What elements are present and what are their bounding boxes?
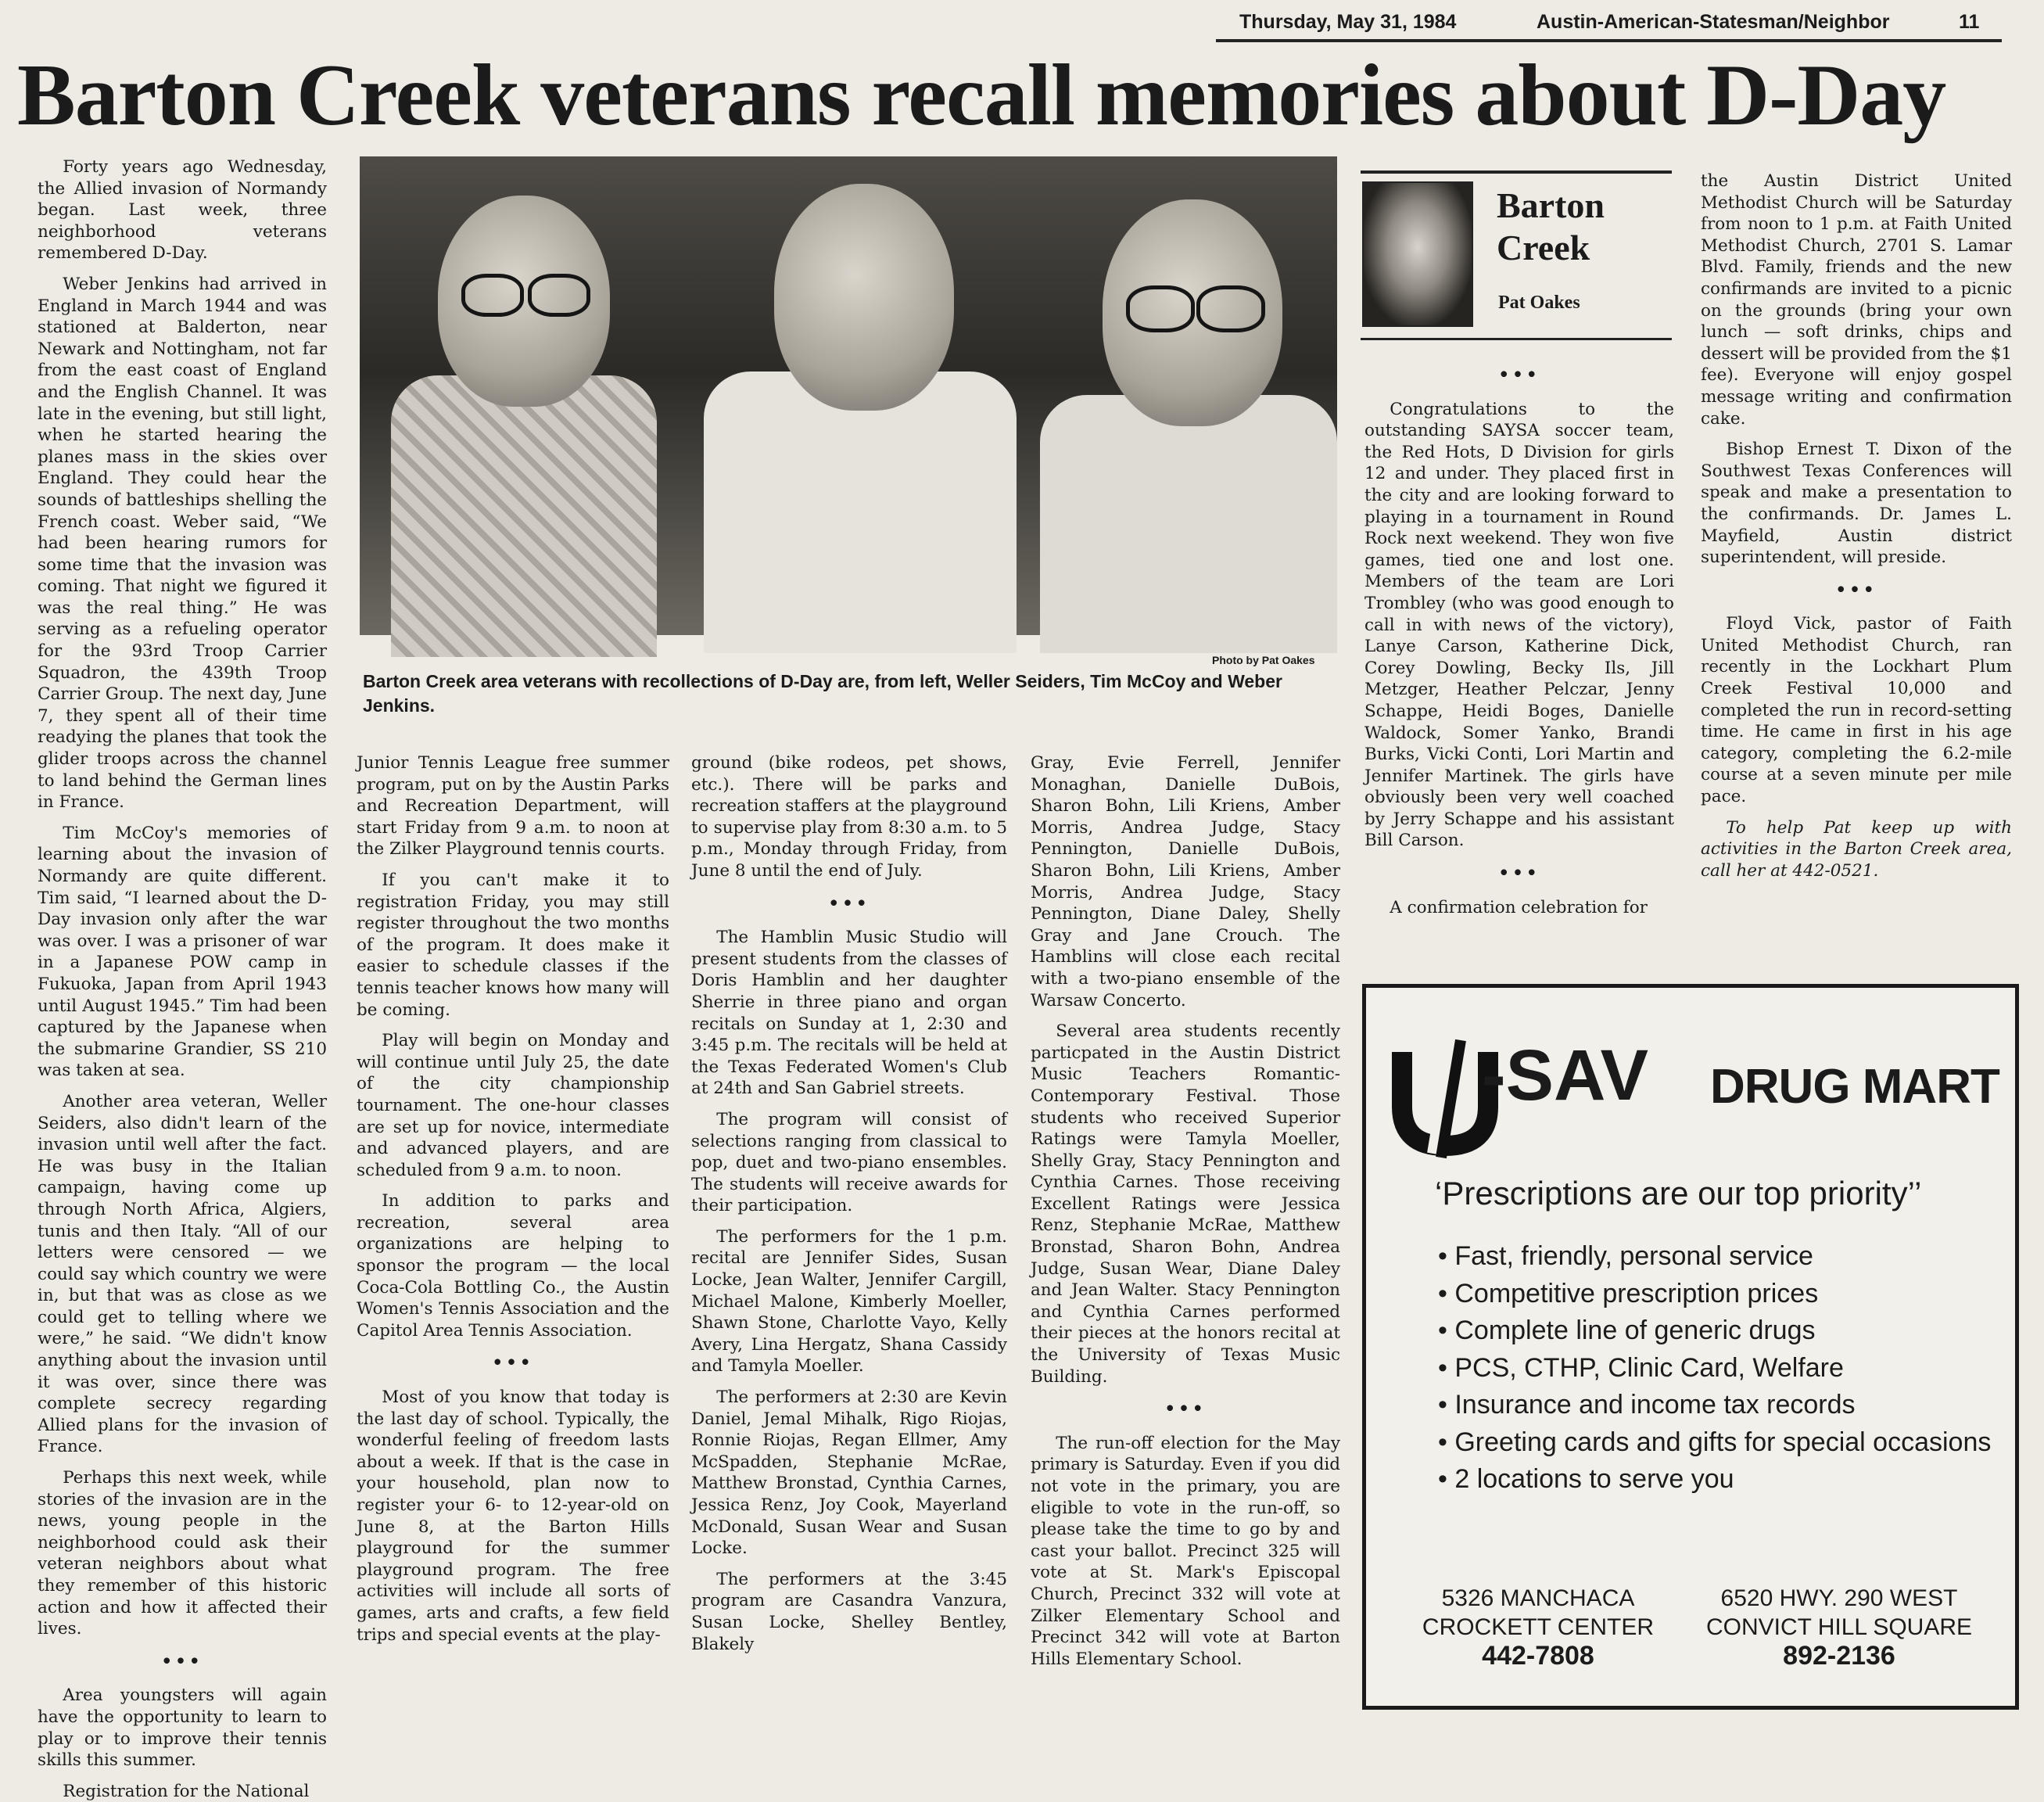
publication-name: Austin-American-Statesman/Neighbor [1537, 11, 1890, 33]
section-divider: ••• [1498, 365, 1540, 385]
paragraph: The program will consist of selections ranging from classical to pop, duet and two-piano ensembles. The students will receive awards for their participation. [691, 1109, 1007, 1216]
paragraph: Most of you know that today is the last day of school. Typically, the wonderful feeling of freedom lasts about a week. If that is the case in your household, plan now to register your 6- to 12-year-old on June 8, at the Barton Hills playground for the summer playground program. The free activities will include all sorts of games, arts and crafts, a few field trips and special events at the play- [357, 1387, 669, 1645]
veteran-center [696, 176, 1024, 645]
section-divider: ••• [828, 893, 870, 914]
section-divider: ••• [492, 1353, 534, 1373]
veterans-photo [360, 156, 1337, 635]
store-name: DRUG MART [1710, 1060, 1999, 1114]
paragraph: Perhaps this next week, while stories of the invasion are in the news, young people in the neighborhood could ask their veteran neighbors about what they remember of this historic action and how it affected their lives. [38, 1468, 327, 1639]
contact-note: To help Pat keep up with activities in the Barton Creek area, call her at 442-0521. [1701, 817, 2012, 881]
badge-bottom-rule [1361, 338, 1672, 340]
paragraph: If you can't make it to registration Friday, you may still register throughout the two months of the program. It does make it easier to schedule classes if the tennis teacher knows how many will be coming. [357, 870, 669, 1020]
paragraph: Gray, Evie Ferrell, Jennifer Monaghan, Danielle DuBois, Sharon Bohn, Lili Kriens, Amber Morris, Andrea Judge, Stacy Pennington, Danielle DuBois, Sharon Bohn, Lili Kriens, Amber Morris, Andrea Judge, Stacy Pennington, Diane Daley, Shelly Gray and Jane Crouch. The Hamblins will close each recital with a two-piano ensemble of the Warsaw Concerto. [1031, 753, 1340, 1010]
ad-tagline: ‘Prescriptions are our top priority’’ [1435, 1175, 1922, 1212]
paragraph: Area youngsters will again have the opportunity to learn to play or to improve their tennis skills this summer. [38, 1685, 327, 1771]
paragraph: Registration for the National [63, 1781, 310, 1801]
headline: Barton Creek veterans recall memories about D-Day [17, 47, 1946, 144]
header-rule [1216, 39, 2002, 42]
paragraph: the Austin District United Methodist Church will be Saturday from noon to 1 p.m. at Faith United Methodist Church, 2701 S. Lamar Blvd. Family, friends and the new confirmands are invited to a picnic on the grounds (bring your own lunch — soft drinks, chips and dessert will be provided from the $1 fee). Everyone will enjoy gospel message writing and confirmation cake. [1701, 171, 2012, 429]
paragraph: Another area veteran, Weller Seiders, also didn't learn of the invasion until well after the fact. He was busy in the Italian campaign, having come up through North Africa, Algiers, tunis and then Italy. “All of our letters were censored — we could say which country we were in, but that was as close as we could get to telling where we were,” he said. “We didn't know anything about the invasion until it was over, since there was complete secrecy regarding Allied plans for the invasion of France. [38, 1091, 327, 1457]
paragraph: The run-off election for the May primary is Saturday. Even if you did not vote in the primary, you are eligible to vote in the run-off, so please take the time to go by and cast your ballot. Precinct 325 will vote at St. Mark's Episcopal Church, Precinct 332 will vote at Zilker Elementary School and Precinct 342 will vote at Barton Hills Elementary School. [1031, 1433, 1340, 1669]
paragraph: The performers at the 3:45 program are Casandra Vanzura, Susan Locke, Shelley Bentley, Blakely [691, 1569, 1007, 1654]
column-3 [691, 752, 1007, 1707]
section-divider: ••• [1498, 863, 1540, 884]
section-divider: ••• [1164, 1399, 1207, 1420]
location-2: 6520 HWY. 290 WEST CONVICT HILL SQUARE 892-2136 [1705, 1585, 1973, 1671]
logo-text: -SAV [1482, 1036, 1648, 1115]
column-1 [38, 156, 327, 1801]
page-date: Thursday, May 31, 1984 [1239, 11, 1457, 33]
paragraph: Junior Tennis League free summer program, put on by the Austin Parks and Recreation Department, will start Friday from 9 a.m. to noon at the Zilker Playground tennis courts. [357, 753, 669, 860]
paragraph: In addition to parks and recreation, several area organizations are helping to sponsor the program — the local Coca-Cola Bottling Co., the Austin Women's Tennis Association and the Capitol Area Tennis Association. [357, 1191, 669, 1341]
section-divider: ••• [1835, 580, 1877, 600]
list-item: • Complete line of generic drugs [1438, 1316, 1816, 1345]
column-author: Pat Oakes [1498, 293, 1580, 313]
veteran-left [383, 180, 665, 649]
paragraph: The Hamblin Music Studio will present students from the classes of Doris Hamblin and her daughter Sherrie in three piano and organ recitals on Sunday at 1, 2:30 and 3:45 p.m. The recitals will be held at the Texas Federated Women's Club at 24th and San Gabriel streets. [691, 928, 1007, 1099]
paragraph: ground (bike rodeos, pet shows, etc.). There will be parks and recreation staffers at the playground to supervise play from 8:30 a.m. to 5 p.m., Monday through Friday, from June 8 until the end of July. [691, 753, 1007, 881]
column-title: Barton Creek [1497, 185, 1605, 267]
photo-credit: Photo by Pat Oakes [1212, 654, 1315, 666]
column-6 [1701, 171, 2012, 968]
list-item: • Fast, friendly, personal service [1438, 1241, 1813, 1271]
paragraph: A confirmation celebration for [1390, 897, 1648, 917]
paragraph: Forty years ago Wednesday, the Allied invasion of Normandy began. Last week, three neighborhood veterans remembered D-Day. [38, 157, 327, 264]
veteran-right [1040, 192, 1337, 645]
service-list [1438, 1238, 1991, 1499]
location-1: 5326 MANCHACA CROCKETT CENTER 442-7808 [1422, 1585, 1655, 1671]
section-divider: ••• [161, 1651, 203, 1671]
list-item: • 2 locations to serve you [1438, 1464, 1734, 1494]
paragraph: Several area students recently particpated in the Austin District Music Teachers Romantic-Contemporary Festival. Those students who received Superior Ratings were Tamyla Moeller, Shelly Gray, Stacy Pennington and Cynthia Carnes. Those receiving Excellent Ratings were Jessica Renz, Stephanie McRae, Matthew Bronstad, Sharon Bohn, Andrea Judge, Susan Wear, Diane Daley and Jean Walter. Stacy Pennington and Cynthia Carnes performed their pieces at the honors recital at the University of Texas Music Building. [1031, 1021, 1340, 1387]
paragraph: Congratulations to the outstanding SAYSA soccer team, the Red Hots, D Division for girls 12 and under. They placed first in the city and are looking forward to playing in a tournament in Round Rock next weekend. They won five games, tied one and lost one. Members of the team are Lori Trombley (who was good enough to call in with news of the victory), Lanye Carson, Katherine Dick, Corey Dowling, Becky Ils, Jill Metzger, Heather Pelczar, Jenny Schappe, Heidi Boges, Danielle Waldock, Somer Yanko, Brandi Burks, Vicki Conti, Lori Martin and Jennifer Martinek. The girls have obviously been very well coached by Jerry Schappe and his assistant Bill Carson. [1364, 399, 1674, 851]
usav-drug-mart-ad [1362, 984, 2019, 1710]
paragraph: The performers at 2:30 are Kevin Daniel, Jemal Mihalk, Rigo Riojas, Ronnie Riojas, Regan Ellmer, Amy McSpadden, Stephanie McRae, Matthew Bronstad, Cynthia Carnes, Jessica Renz, Joy Cook, Mayerland McDonald, Susan Wear and Susan Locke. [691, 1387, 1007, 1559]
paragraph: Weber Jenkins had arrived in England in March 1944 and was stationed at Balderton, near Newark and Nottingham, not far from the east coast of England and the English Channel. It was late in the evening, but still light, when he started hearing the planes mass in the skies over England. They could hear the sounds of battleships shelling the French coast. Weber said, “We had been hearing rumors for some time that the invasion was coming. That night we figured it was the real thing.” He was serving as a refueling operator for the 93rd Troop Carrier Squadron, the 439th Troop Carrier Group. The next day, June 7, they spent all of their time readying the planes that took the glider troops across the channel to land behind the German lines in France. [38, 274, 327, 813]
list-item: • PCS, CTHP, Clinic Card, Welfare [1438, 1352, 1844, 1383]
paragraph: The performers for the 1 p.m. recital are Jennifer Sides, Susan Locke, Jean Walter, Jennifer Cargill, Michael Malone, Kimberly Moeller, Shawn Stone, Charlotte Vayo, Kelly Avery, Lina Hergatz, Shana Cassidy and Tamyla Moeller. [691, 1226, 1007, 1377]
paragraph: Play will begin on Monday and will continue until July 25, the date of the city championship tournament. The one-hour classes are set up for novice, intermediate and advanced players, and are scheduled from 9 a.m. to noon. [357, 1031, 669, 1180]
column-2 [357, 752, 669, 1707]
column-4 [1031, 752, 1340, 1707]
paragraph: Bishop Ernest T. Dixon of the Southwest Texas Conferences will speak and make a presentation to the confirmands. Dr. James L. Mayfield, Austin district superintendent, will preside. [1701, 440, 2012, 568]
page-number: 11 [1959, 11, 1980, 33]
author-portrait [1362, 181, 1473, 327]
list-item: • Greeting cards and gifts for special occasions [1438, 1427, 1992, 1457]
list-item: • Insurance and income tax records [1438, 1390, 1856, 1420]
badge-top-rule [1361, 171, 1672, 174]
column-5 [1364, 364, 1674, 967]
paragraph: Floyd Vick, pastor of Faith United Methodist Church, ran recently in the Lockhart Plum Creek Festival 10,000 and completed the run in record-setting time. He came in first in his age category, completing the 6.2-mile course at a seven minute per mile pace. [1701, 614, 2012, 807]
paragraph: Tim McCoy's memories of learning about the invasion of Normandy are quite different. Tim said, “I learned about the D-Day invasion only after the war was over. I was a prisoner of war in a Japanese POW camp in Fukuoka, Japan from April 1943 until August 1945.” Tim had been captured by the Japanese when the submarine Grandier, SS 210 was taken at sea. [38, 823, 327, 1081]
list-item: • Competitive prescription prices [1438, 1278, 1819, 1308]
photo-caption: Barton Creek area veterans with recollections of D-Day are, from left, Weller Seiders, Tim McCoy and Weber Jenkins. [363, 671, 1282, 716]
